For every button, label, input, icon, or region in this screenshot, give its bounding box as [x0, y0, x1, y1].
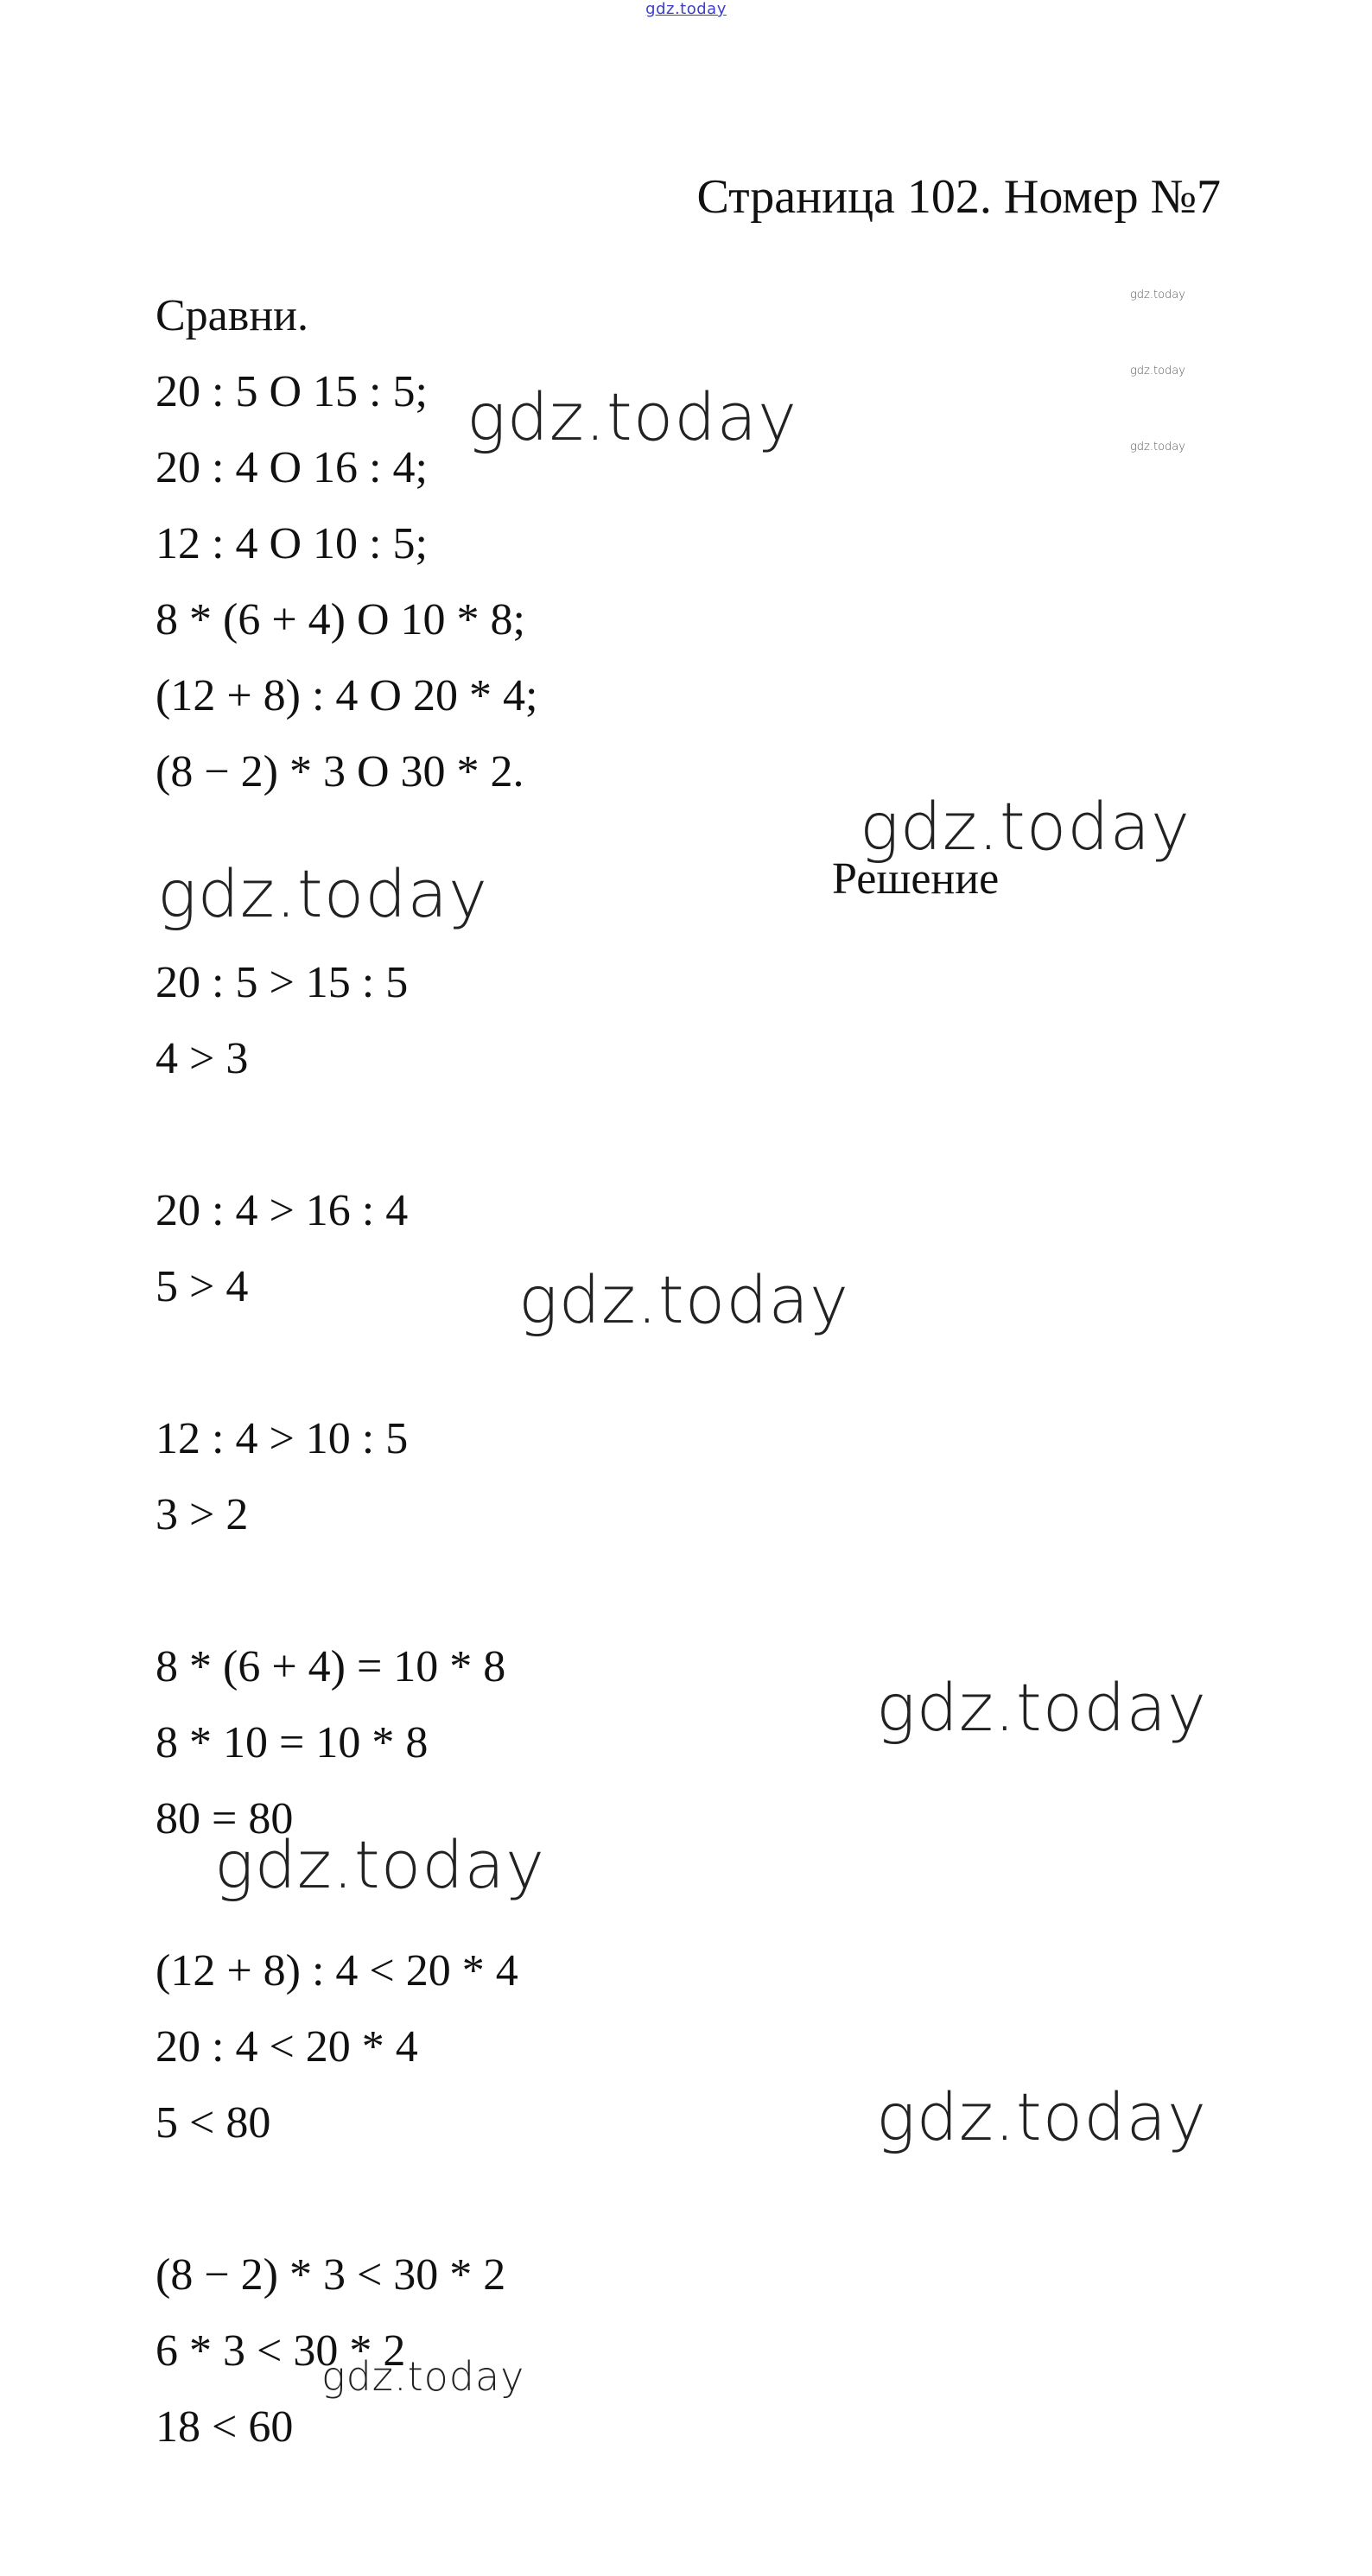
top-watermark: gdz.today	[645, 0, 727, 18]
task-title: Сравни.	[156, 291, 308, 340]
solution-line: 5 < 80	[156, 2098, 271, 2148]
task-line: 12 : 4 О 10 : 5;	[156, 519, 428, 568]
watermark: gdz.today	[518, 1261, 849, 1338]
watermark: gdz.today	[214, 1826, 545, 1903]
watermark: gdz.today	[876, 2078, 1207, 2155]
solution-line: 3 > 2	[156, 1490, 249, 1539]
watermark-small: gdz.today	[1130, 289, 1185, 301]
watermark-small: gdz.today	[1130, 441, 1185, 454]
solution-line: 8 * (6 + 4) = 10 * 8	[156, 1642, 506, 1691]
solution-line: 5 > 4	[156, 1262, 249, 1311]
task-line: (8 − 2) * 3 О 30 * 2.	[156, 747, 524, 796]
watermark: gdz.today	[860, 788, 1191, 865]
task-line: 20 : 4 О 16 : 4;	[156, 443, 428, 492]
solution-line: 6 * 3 < 30 * 2	[156, 2326, 406, 2376]
watermark-small: gdz.today	[1130, 365, 1185, 378]
solution-line: 12 : 4 > 10 : 5	[156, 1414, 409, 1463]
solution-line: 8 * 10 = 10 * 8	[156, 1718, 429, 1767]
solution-line: 80 = 80	[156, 1794, 294, 1843]
solution-line: 20 : 4 < 20 * 4	[156, 2022, 418, 2072]
solution-line: (12 + 8) : 4 < 20 * 4	[156, 1946, 518, 1995]
task-line: 20 : 5 О 15 : 5;	[156, 367, 428, 416]
watermark: gdz.today	[876, 1669, 1207, 1746]
watermark: gdz.today	[321, 2353, 525, 2400]
solution-line: 20 : 4 > 16 : 4	[156, 1186, 409, 1235]
task-line: 8 * (6 + 4) О 10 * 8;	[156, 595, 525, 644]
watermark: gdz.today	[157, 855, 488, 932]
solution-line: 4 > 3	[156, 1034, 249, 1083]
page-heading: Страница 102. Номер №7	[696, 170, 1221, 224]
solution-title: Решение	[832, 854, 1000, 904]
solution-line: 20 : 5 > 15 : 5	[156, 958, 409, 1007]
solution-line: (8 − 2) * 3 < 30 * 2	[156, 2250, 506, 2300]
task-line: (12 + 8) : 4 О 20 * 4;	[156, 671, 538, 720]
solution-line: 18 < 60	[156, 2402, 294, 2452]
watermark: gdz.today	[467, 378, 797, 455]
